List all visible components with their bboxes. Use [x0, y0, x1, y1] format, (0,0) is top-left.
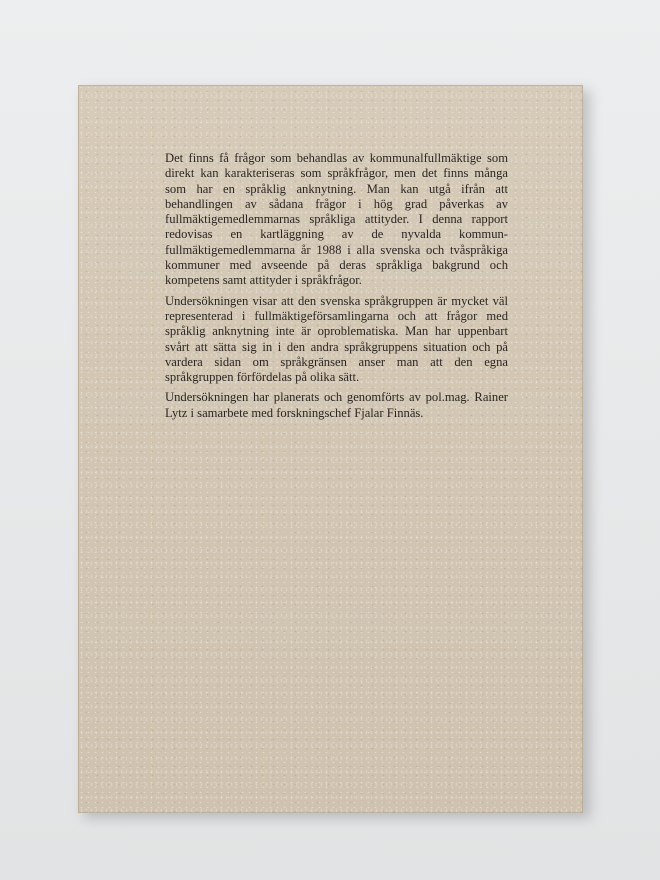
blurb-text	[165, 151, 508, 426]
blurb-paragraph-1: Det finns få frågor som behandlas av kommunalfullmäktige som direkt kan karakteriseras som språkfrågor, men det finns många som har en språklig anknytning. Man kan utgå ifrån att behandlingen av sådana frågor i hög grad påverkas av fullmäktigemedlemmarnas språkliga attityder. I denna rapport redovisas en kartläggning av de nyvalda kommun-fullmäktigemedlemmarna år 1988 i alla svenska och tvåspråkiga kommuner med avseende på deras språkliga bakgrund och kompetens samt attityder i språkfrågor.	[165, 151, 508, 288]
blurb-paragraph-2: Undersökningen visar att den svenska språkgruppen är mycket väl representerad i fullmäktigeförsamlingarna och att frågor med språklig anknytning inte är oproblematiska. Man har uppenbart svårt att sätta sig in i den andra språkgruppens situation och på vardera sidan om språkgränsen anser man att den egna språkgruppen förfördelas på olika sätt.	[165, 293, 508, 385]
book-back-cover	[78, 85, 583, 813]
blurb-paragraph-3: Undersökningen har planerats och genomförts av pol.mag. Rainer Lytz i samarbete med forskningschef Fjalar Finnäs.	[165, 390, 508, 420]
